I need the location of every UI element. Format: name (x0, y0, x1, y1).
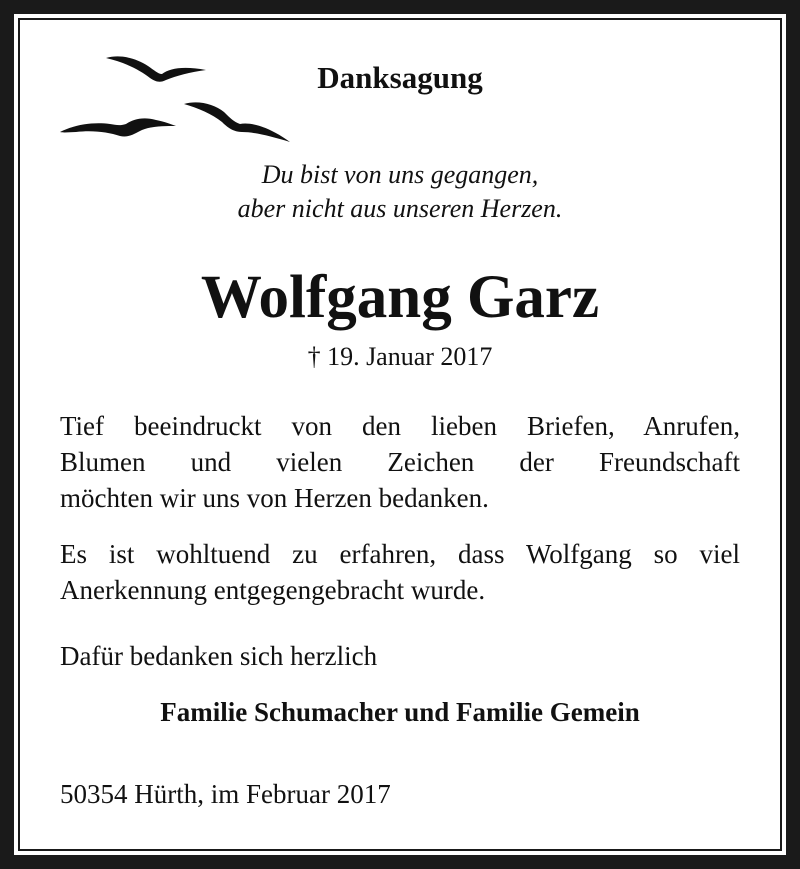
appreciation-paragraph (60, 536, 740, 608)
paragraph-line: Es ist wohltuend zu erfahren, dass Wolfgang so viel (60, 539, 740, 569)
closing-line: Dafür bedanken sich herzlich (60, 641, 378, 671)
thanks-paragraph (60, 408, 740, 516)
paragraph-line: möchten wir uns von Herzen bedanken. (60, 483, 489, 513)
memorial-quote (150, 158, 650, 226)
death-date: † 19. Januar 2017 (307, 342, 493, 371)
paragraph-line: Tief beeindruckt von den lieben Briefen, Anrufen, (60, 411, 740, 441)
quote-line: aber nicht aus unseren Herzen. (237, 194, 563, 223)
paragraph-line: Anerkennung entgegengebracht wurde. (60, 575, 486, 605)
place-and-date: 50354 Hürth, im Februar 2017 (60, 779, 391, 809)
quote-line: Du bist von uns gegangen, (261, 160, 539, 189)
paragraph-line: Blumen und vielen Zeichen der Freundschaft (60, 447, 740, 477)
notice-heading: Danksagung (317, 60, 483, 95)
deceased-name: Wolfgang Garz (200, 264, 600, 331)
family-signature: Familie Schumacher und Familie Gemein (160, 697, 640, 727)
